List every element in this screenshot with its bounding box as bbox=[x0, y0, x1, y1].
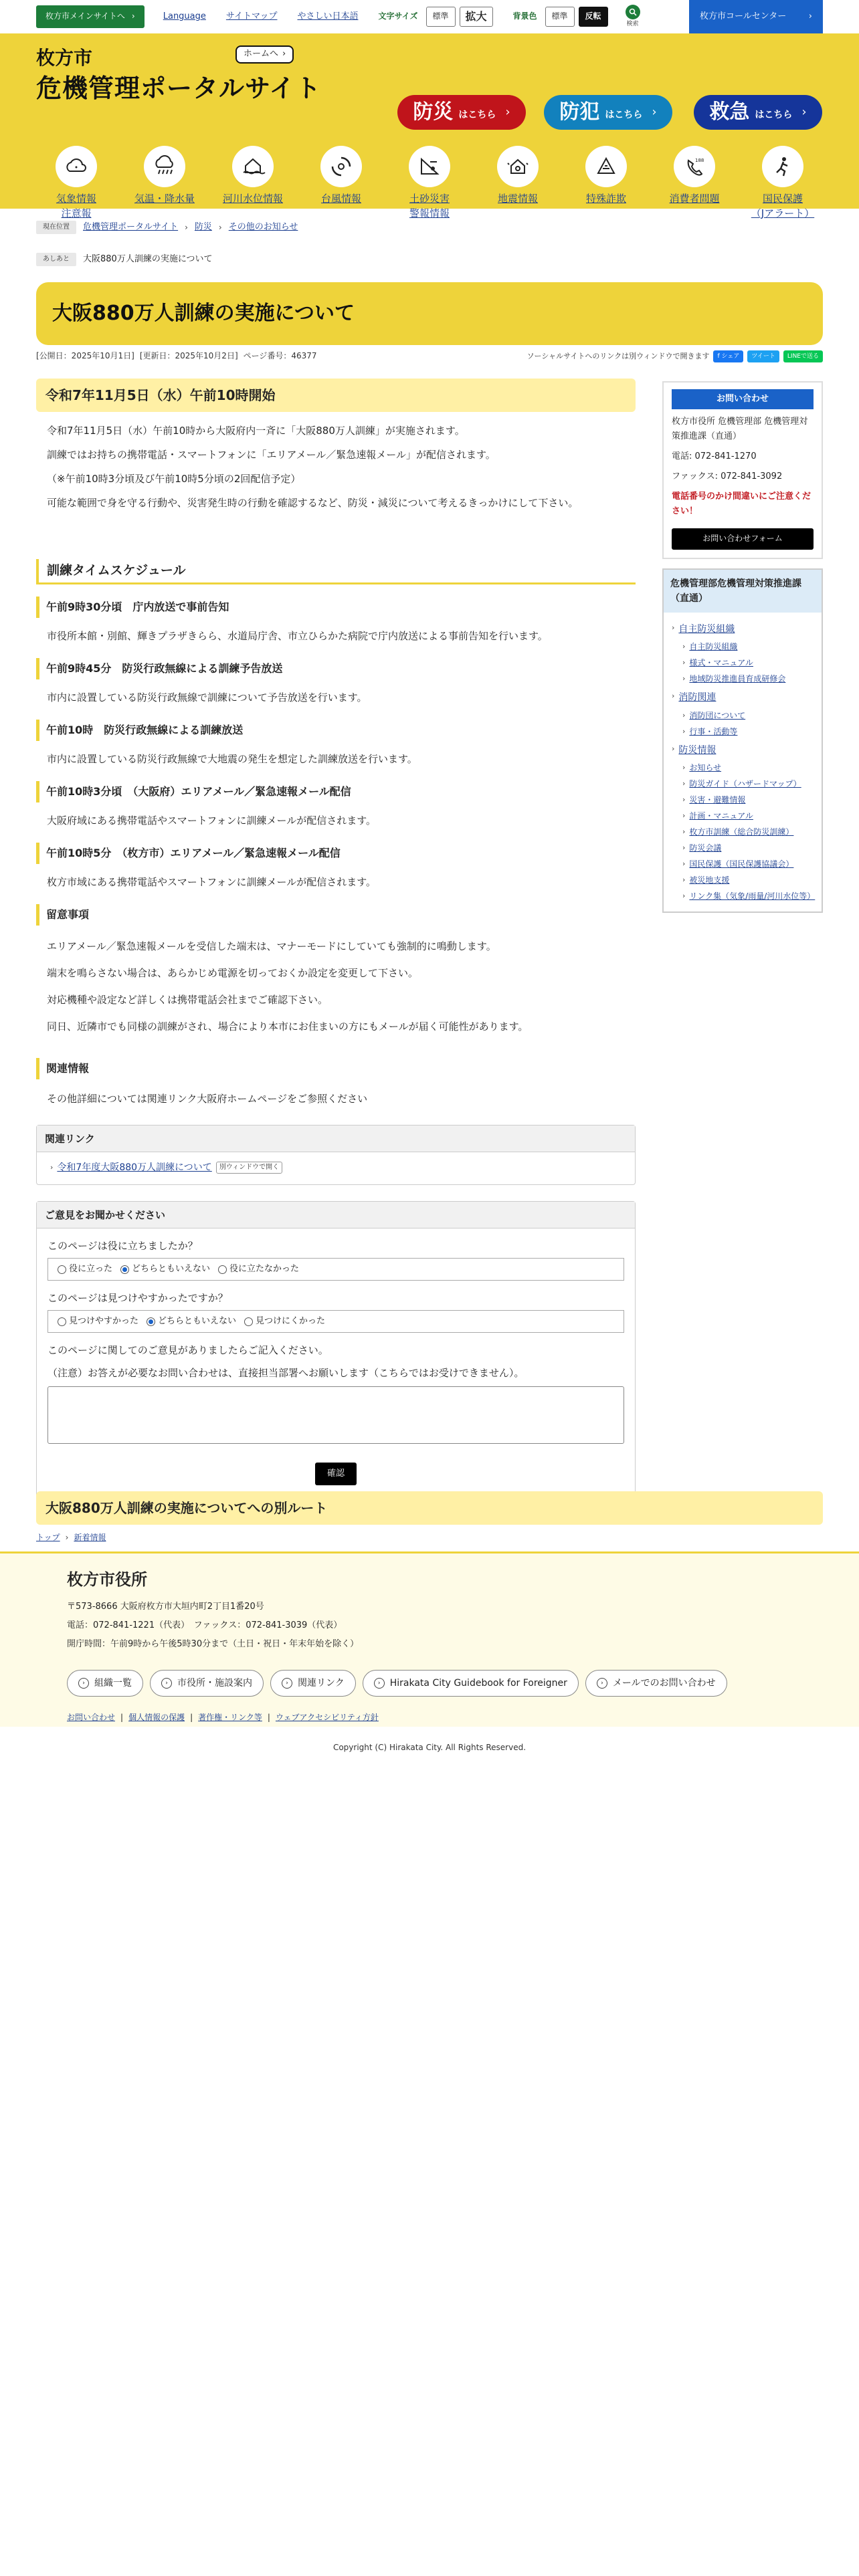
schedule-heading: 訓練タイムスケジュール bbox=[36, 559, 636, 584]
note-item: 同日、近隣市でも同様の訓練がされ、場合により本市にお住まいの方にもメールが届く可能性があります。 bbox=[47, 1021, 529, 1033]
opinion-heading: ご意見をお聞かせください bbox=[37, 1202, 635, 1228]
search-icon bbox=[626, 5, 640, 19]
breadcrumb-tag: 現在位置 bbox=[36, 221, 76, 234]
chevron-right-icon: › bbox=[597, 1678, 607, 1689]
footer-link-accessibility[interactable]: ウェブアクセシビリティ方針 bbox=[275, 1713, 379, 1722]
main-content bbox=[36, 379, 636, 1499]
chevron-right-icon: › bbox=[50, 1163, 54, 1172]
related-links-box bbox=[36, 1125, 636, 1185]
side-nav-subitem[interactable]: › 地域防災推進員育成研修会 bbox=[682, 674, 786, 684]
contact-warning: 電話番号のかけ間違いにご注意ください！ bbox=[672, 492, 812, 516]
confirm-button[interactable]: 確認 bbox=[315, 1463, 357, 1485]
fraud-icon bbox=[585, 146, 627, 187]
top-links bbox=[163, 10, 359, 24]
contact-dept: 枚方市役所 危機管理部 危機管理対策推進課（直通） bbox=[672, 417, 808, 441]
comment-note: （注意）お答えが必要なお問い合わせは、直接担当部署へお願いします（こちらではお受けできません）。 bbox=[47, 1367, 524, 1380]
alt-route-heading: 大阪880万人訓練の実施についてへの別ルート bbox=[36, 1491, 823, 1525]
useful-radio-group bbox=[47, 1258, 624, 1281]
nav-rainfall-label: 気温・降水量 bbox=[134, 193, 195, 205]
footer-btn-org-list[interactable]: › 組織一覧 bbox=[67, 1670, 143, 1697]
side-nav-item[interactable]: › 防災情報 bbox=[672, 744, 717, 756]
page-meta bbox=[36, 348, 823, 365]
nav-earthquake-label: 地震情報 bbox=[497, 193, 538, 205]
contact-heading: お問い合わせ bbox=[672, 389, 814, 409]
emergency-sub: はこちら bbox=[755, 109, 793, 120]
schedule-desc: 大阪府域にある携帯電話やスマートフォンに訓練メールが配信されます。 bbox=[47, 815, 377, 827]
radio-neutral[interactable]: どちらともいえない bbox=[120, 1263, 210, 1277]
footprint-item: 大阪880万人訓練の実施について bbox=[83, 254, 213, 264]
nav-typhoon-label: 台風情報 bbox=[320, 193, 361, 205]
civil-protection-icon bbox=[762, 146, 803, 187]
footer-btn-facilities[interactable]: › 市役所・施設案内 bbox=[150, 1670, 264, 1697]
footer-address-block bbox=[67, 1598, 359, 1654]
typhoon-icon bbox=[320, 146, 362, 187]
font-enlarge-button[interactable]: 拡大 bbox=[460, 7, 493, 27]
font-standard-button[interactable]: 標準 bbox=[426, 7, 456, 27]
home-label: ホームへ bbox=[244, 49, 279, 59]
schedule-time: 午前10時3分頃 （大阪府）エリアメール／緊急速報メール配信 bbox=[36, 781, 636, 802]
question-findable: このページは見つけやすかったですか？ bbox=[47, 1292, 228, 1305]
footer-link-copyright[interactable]: 著作権・リンク等 bbox=[198, 1713, 262, 1722]
intro-paragraph: 可能な範囲で身を守る行動や、災害発生時の行動を確認するなど、防災・減災について考えるきっかけにして下さい。 bbox=[47, 497, 579, 509]
note-item: 端末を鳴らさない場合は、あらかじめ電源を切っておくか設定を変更して下さい。 bbox=[47, 967, 419, 979]
breadcrumb-others[interactable]: その他のお知らせ bbox=[228, 222, 298, 232]
published-date: [公開日：2025年10月1日] bbox=[36, 351, 134, 361]
footer-address: 〒573-8666 大阪府枚方市大垣内町2丁目1番20号 bbox=[67, 1602, 264, 1612]
related-info-heading: 関連情報 bbox=[36, 1058, 636, 1079]
chevron-right-icon: › bbox=[682, 875, 686, 885]
intro-paragraph: （※午前10時3分頃及び午前10時5分頃の2回配信予定） bbox=[47, 473, 301, 485]
radio-hard-find[interactable]: 見つけにくかった bbox=[244, 1315, 325, 1329]
svg-text:188: 188 bbox=[695, 158, 704, 163]
nav-earthquake[interactable] bbox=[478, 146, 558, 221]
comment-label: このページに関してのご意見がありましたらご記入ください。 bbox=[47, 1344, 328, 1357]
opinion-form bbox=[36, 1201, 636, 1499]
schedule-desc: 枚方市域にある携帯電話やスマートフォンに訓練メールが配信されます。 bbox=[47, 876, 377, 888]
intro-paragraph: 令和7年11月5日（水）午前10時から大阪府内一斉に「大阪880万人訓練」が実施されます。 bbox=[47, 425, 465, 437]
nav-river[interactable] bbox=[213, 146, 293, 221]
chevron-right-icon: › bbox=[131, 11, 135, 21]
alt-route-links bbox=[36, 1531, 106, 1544]
side-nav-subitem[interactable]: › リンク集（気象/雨量/河川水位等） bbox=[682, 891, 816, 901]
chevron-right-icon: › bbox=[65, 1533, 69, 1542]
side-nav-subitem[interactable]: › 防災ガイド（ハザードマップ） bbox=[682, 779, 801, 789]
sns-share bbox=[527, 350, 823, 362]
intro-paragraph: 訓練ではお持ちの携帯電話・スマートフォンに「エリアメール／緊急速報メール」が配信されます。 bbox=[47, 449, 496, 461]
radio-neutral-find[interactable]: どちらともいえない bbox=[147, 1315, 236, 1329]
note-item: 対応機種や設定など詳しくは携帯電話会社までご確認下さい。 bbox=[47, 994, 328, 1006]
facebook-share-button[interactable]: f シェア bbox=[713, 350, 743, 362]
note-item: エリアメール／緊急速報メールを受信した端末は、マナーモードにしていても強制的に鳴動します。 bbox=[47, 940, 496, 952]
footer-org-name: 枚方市役所 bbox=[67, 1570, 147, 1589]
footer-btn-mail[interactable]: › メールでのお問い合わせ bbox=[585, 1670, 727, 1697]
language-link[interactable]: Language bbox=[163, 11, 206, 21]
side-nav-subitem[interactable]: › 消防団について bbox=[682, 710, 746, 720]
chevron-right-icon: › bbox=[652, 104, 657, 119]
river-icon bbox=[232, 146, 274, 187]
chevron-right-icon: › bbox=[185, 222, 188, 232]
chevron-right-icon: › bbox=[682, 779, 686, 788]
contact-tel: 電話: 072-841-1270 bbox=[672, 451, 757, 461]
side-nav-item[interactable]: › 自主防災組織 bbox=[672, 623, 735, 635]
updated-date: [更新日：2025年10月2日] bbox=[139, 351, 238, 361]
nav-consumer[interactable] bbox=[654, 146, 735, 221]
chevron-right-icon: › bbox=[672, 623, 675, 632]
earthquake-icon bbox=[497, 146, 539, 187]
related-links-heading: 関連リンク bbox=[37, 1125, 635, 1152]
chevron-right-icon: › bbox=[682, 674, 686, 683]
page-title-box bbox=[36, 282, 823, 345]
chevron-right-icon: › bbox=[161, 1678, 172, 1689]
bg-color-control bbox=[513, 7, 608, 27]
search-button[interactable] bbox=[626, 5, 640, 29]
chevron-right-icon: › bbox=[282, 49, 286, 59]
search-label: 検索 bbox=[626, 20, 639, 27]
page-number: ページ番号：46377 bbox=[243, 351, 317, 361]
radio-useful[interactable]: 役に立った bbox=[58, 1263, 112, 1277]
schedule-desc: 市役所本館・別館、輝きプラザきらら、水道局庁舎、市立ひらかた病院で庁内放送による事前告知を行います。 bbox=[47, 630, 548, 642]
footer-link-privacy[interactable]: 個人情報の保護 bbox=[128, 1713, 185, 1722]
alt-route-top[interactable]: トップ bbox=[36, 1533, 60, 1542]
side-nav-subitem[interactable]: › 枚方市訓練（総合防災訓練） bbox=[682, 827, 794, 837]
footer-hours: 開庁時間：午前9時から午後5時30分まで（土日・祝日・年末年始を除く） bbox=[67, 1639, 359, 1649]
contact-fax: ファックス: 072-841-3092 bbox=[672, 471, 783, 481]
side-nav-item[interactable]: › 消防関連 bbox=[672, 691, 717, 704]
related-info-text: その他詳細については関連リンク大阪府ホームページをご参照ください bbox=[47, 1093, 368, 1105]
side-nav-subitem[interactable]: › お知らせ bbox=[682, 763, 722, 773]
copyright: Copyright (C) Hirakata City. All Rights Reserved. bbox=[332, 1743, 527, 1752]
crime-prevention-button[interactable] bbox=[544, 95, 672, 130]
nav-consumer-label: 消費者問題 bbox=[669, 193, 720, 205]
chevron-right-icon: › bbox=[505, 104, 510, 119]
notes-heading: 留意事項 bbox=[36, 904, 636, 926]
emergency-label: 救急 bbox=[709, 100, 750, 124]
footer-btn-guidebook[interactable]: › Hirakata City Guidebook for Foreigner bbox=[363, 1670, 579, 1697]
nav-rainfall[interactable] bbox=[124, 146, 205, 221]
side-nav-subitem[interactable]: › 計画・マニュアル bbox=[682, 811, 753, 821]
side-nav-subitem[interactable]: › 国民保護（国民保護協議会） bbox=[682, 859, 794, 869]
side-nav-subitem[interactable]: › 行事・活動等 bbox=[682, 726, 738, 736]
nav-fraud-label: 特殊詐欺 bbox=[585, 193, 626, 205]
bg-invert-button[interactable]: 反転 bbox=[579, 7, 608, 27]
chevron-right-icon: › bbox=[682, 843, 686, 853]
breadcrumb-portal[interactable]: 危機管理ポータルサイト bbox=[83, 222, 179, 232]
side-nav-heading: 危機管理部危機管理対策推進課（直通） bbox=[664, 570, 822, 613]
footer-buttons bbox=[67, 1670, 727, 1697]
main-site-button[interactable] bbox=[36, 5, 145, 28]
site-header bbox=[0, 33, 859, 219]
breadcrumb-disaster[interactable]: 防災 bbox=[194, 222, 212, 232]
crime-label: 防犯 bbox=[559, 100, 600, 124]
font-size-label: 文字サイズ bbox=[378, 11, 418, 21]
schedule-time: 午前10時5分 （枚方市）エリアメール／緊急速報メール配信 bbox=[36, 843, 636, 864]
footer-tel: 電話：072-841-1221（代表） ファックス：072-841-3039（代表） bbox=[67, 1620, 343, 1630]
tweet-button[interactable]: ツイート bbox=[747, 350, 779, 362]
page-title: 大阪880万人訓練の実施について bbox=[52, 302, 355, 325]
nav-landslide[interactable] bbox=[389, 146, 470, 221]
bg-color-label: 背景色 bbox=[512, 11, 537, 21]
side-nav-subitem[interactable]: › 様式・マニュアル bbox=[682, 658, 753, 668]
side-nav-list bbox=[664, 613, 822, 911]
nav-river-label: 河川水位情報 bbox=[222, 193, 283, 205]
nav-fraud[interactable] bbox=[566, 146, 646, 221]
main-site-label: 枚方市メインサイトへ bbox=[45, 11, 125, 21]
chevron-right-icon: › bbox=[78, 1678, 89, 1689]
chevron-right-icon: › bbox=[808, 11, 812, 21]
schedule-list bbox=[36, 597, 636, 1110]
findable-radio-group bbox=[47, 1310, 624, 1333]
chevron-right-icon: › bbox=[682, 726, 686, 736]
side-nav-subitem[interactable]: › 防災会議 bbox=[682, 843, 722, 853]
chevron-right-icon: › bbox=[682, 891, 686, 901]
contact-box bbox=[662, 381, 823, 559]
comment-textarea[interactable] bbox=[47, 1386, 624, 1444]
footer-links: お問い合わせ | 個人情報の保護 | 著作権・リンク等 | ウェブアクセシビリティ方針 bbox=[67, 1711, 379, 1724]
chevron-right-icon: › bbox=[682, 658, 686, 667]
chevron-right-icon: › bbox=[374, 1678, 385, 1689]
landslide-icon bbox=[409, 146, 450, 187]
schedule-desc: 市内に設置している防災行政無線で訓練について予告放送を行います。 bbox=[47, 691, 367, 704]
chevron-right-icon: › bbox=[682, 642, 686, 651]
font-size-control bbox=[378, 7, 492, 27]
nav-weather[interactable] bbox=[36, 146, 116, 221]
chevron-right-icon: › bbox=[682, 859, 686, 869]
footer-link-contact[interactable]: お問い合わせ bbox=[67, 1713, 116, 1722]
related-link[interactable]: 令和7年度大阪880万人訓練について bbox=[57, 1162, 212, 1173]
chevron-right-icon: › bbox=[218, 222, 222, 232]
disaster-label: 防災 bbox=[413, 100, 454, 124]
alt-route-news[interactable]: 新着情報 bbox=[74, 1533, 106, 1542]
rain-icon bbox=[144, 146, 185, 187]
chevron-right-icon: › bbox=[682, 795, 686, 804]
chevron-right-icon: › bbox=[801, 104, 807, 119]
crime-sub: はこちら bbox=[605, 109, 643, 120]
top-bar bbox=[0, 0, 859, 33]
event-headline: 令和7年11月5日（水）午前10時開始 bbox=[36, 379, 636, 412]
schedule-time: 午前10時 防災行政無線による訓練放送 bbox=[36, 720, 636, 741]
nav-weather-label: 気象情報 注意報 bbox=[56, 193, 96, 219]
chevron-right-icon: › bbox=[672, 744, 675, 753]
disaster-prevention-button[interactable] bbox=[397, 95, 526, 130]
question-useful: このページは役に立ちましたか？ bbox=[47, 1240, 198, 1253]
side-nav bbox=[662, 568, 823, 913]
side-nav-subitem[interactable]: › 災害・避難情報 bbox=[682, 795, 746, 805]
sns-note: ソーシャルサイトへのリンクは別ウィンドウで開きます bbox=[527, 352, 710, 361]
sitemap-link[interactable]: サイトマップ bbox=[225, 11, 278, 21]
chevron-right-icon: › bbox=[672, 691, 675, 701]
footer-btn-related-links[interactable]: › 関連リンク bbox=[270, 1670, 356, 1697]
footer bbox=[0, 1551, 859, 1727]
line-share-button[interactable]: LINEで送る bbox=[783, 350, 823, 362]
weather-icon bbox=[56, 146, 97, 187]
radio-not-useful[interactable]: 役に立たなかった bbox=[218, 1263, 299, 1277]
chevron-right-icon: › bbox=[682, 710, 686, 720]
easy-japanese-link[interactable]: やさしい日本語 bbox=[297, 11, 359, 21]
new-window-badge: 別ウィンドウで開く bbox=[216, 1162, 282, 1174]
chevron-right-icon: › bbox=[682, 763, 686, 772]
schedule-desc: 市内に設置している防災行政無線で大地震の発生を想定した訓練放送を行います。 bbox=[47, 753, 417, 765]
contact-form-button[interactable]: お問い合わせフォーム bbox=[672, 528, 814, 550]
home-button[interactable] bbox=[235, 45, 294, 64]
bg-standard-button[interactable]: 標準 bbox=[545, 7, 575, 27]
disaster-sub: はこちら bbox=[458, 109, 496, 120]
nav-typhoon[interactable] bbox=[301, 146, 381, 221]
side-nav-subitem[interactable]: › 被災地支援 bbox=[682, 875, 730, 885]
call-center-label: 枚方市コールセンター bbox=[700, 11, 787, 21]
breadcrumb bbox=[36, 221, 298, 235]
nav-landslide-label: 土砂災害 警報情報 bbox=[409, 193, 450, 219]
icon-nav bbox=[36, 146, 823, 221]
call-center-button[interactable] bbox=[689, 0, 823, 33]
nav-civil-protection-label: 国民保護 （Jアラート） bbox=[751, 193, 815, 219]
schedule-time: 午前9時30分頃 庁内放送で事前告知 bbox=[36, 597, 636, 618]
chevron-right-icon: › bbox=[682, 827, 686, 837]
emergency-button[interactable] bbox=[694, 95, 822, 130]
footprint bbox=[36, 253, 213, 267]
nav-civil-protection[interactable] bbox=[743, 146, 823, 221]
schedule-time: 午前9時45分 防災行政無線による訓練予告放送 bbox=[36, 658, 636, 679]
city-name: 枚方市 bbox=[36, 47, 93, 69]
consumer-phone-icon bbox=[674, 146, 715, 187]
site-name: 危機管理ポータルサイト bbox=[36, 74, 322, 103]
chevron-right-icon: › bbox=[282, 1678, 292, 1689]
footprint-tag: あしあと bbox=[36, 253, 76, 266]
chevron-right-icon: › bbox=[682, 811, 686, 821]
side-nav-subitem[interactable]: › 自主防災組織 bbox=[682, 642, 738, 652]
radio-easy-find[interactable]: 見つけやすかった bbox=[58, 1315, 138, 1329]
